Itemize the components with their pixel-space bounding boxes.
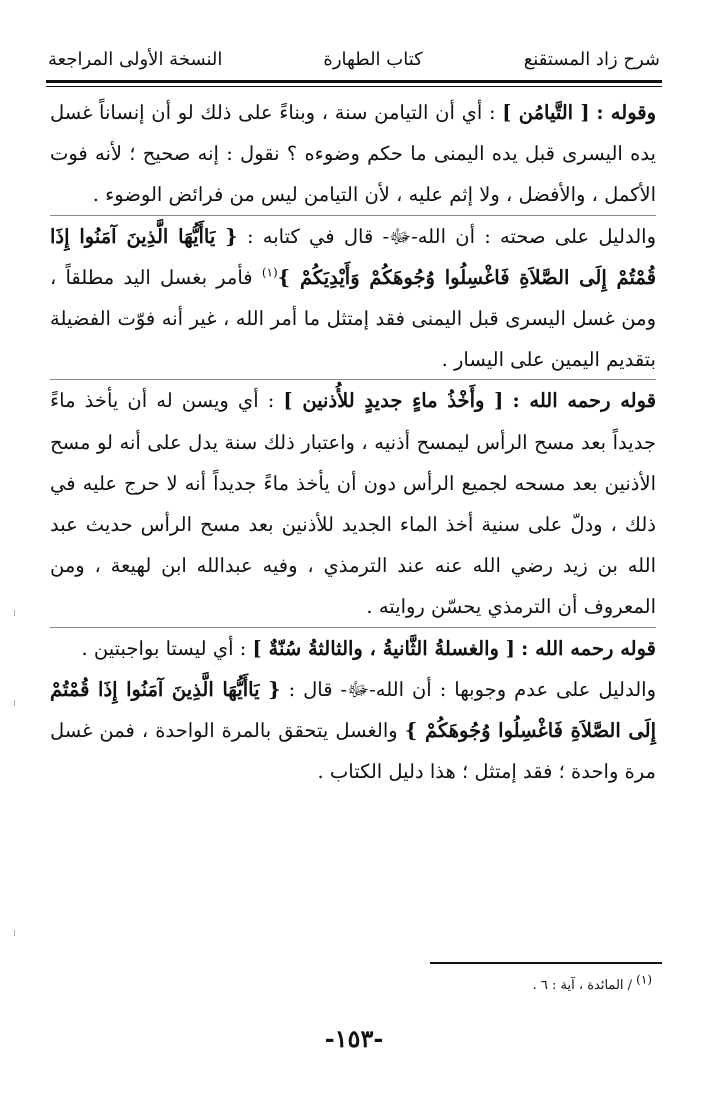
header-edition: النسخة الأولى المراجعة — [48, 48, 223, 70]
paragraph-tayamun — [50, 92, 656, 216]
paragraph-text: والغسل يتحقق بالمرة الواحدة ، فمن غسل مرة واحدة ؛ فقد إمتثل ؛ هذا دليل الكتاب . — [50, 719, 656, 784]
quran-verse: { يَاأَيُّهَا الَّذِينَ آمَنُوا إِذَا قُمْتُمْ إِلَى الصَّلاَةِ فَاغْسِلُوا وُجُوهَكُمْ } — [50, 677, 657, 743]
paragraph-text: : أي أن التيامن سنة ، وبناءً على ذلك لو أن إنساناً غسل يده اليسرى قبل يده اليمنى ما حكم وضوءه ؟ نقول : إنه صحيح ؛ لأنه فوت الأكمل ، والأفضل ، ولا إثم عليه ، لأن التيامن ليس من فرائض الوضوء . — [50, 101, 656, 207]
paragraph-second-third-wash — [50, 627, 656, 669]
scan-edge-mark — [14, 700, 15, 706]
paragraph-text: فأمر بغسل اليد مطلقاً ، ومن غسل اليسرى قبل اليمنى فقد إمتثل ما أمر الله ، غير أنه فوّت الفضيلة بتقديم اليمين على اليسار . — [50, 265, 656, 372]
paragraph-not-obligatory — [50, 669, 656, 793]
page-number: -١٥٣- — [324, 1024, 384, 1053]
heading-lead: قوله رحمه الله : — [521, 636, 656, 660]
paragraph-evidence — [50, 215, 656, 381]
paragraph-text: : أي ليستا بواجبتين . — [81, 636, 247, 660]
footnote-ref: (١) — [261, 265, 278, 280]
footnote-rule — [430, 962, 662, 964]
heading-lead: قوله رحمه الله : — [512, 389, 657, 413]
header-rule — [46, 80, 662, 83]
main-text — [50, 92, 656, 792]
footnote-marker: (١) — [636, 972, 652, 987]
heading-lead: وقوله : — [596, 101, 657, 124]
paragraph-text: والدليل على عدم وجوبها : أن الله-ﷻ- قال : — [288, 677, 656, 701]
footnote-text: / المائدة ، آية : ٦ . — [532, 978, 633, 993]
running-header — [48, 42, 660, 76]
header-book-title: شرح زاد المستقنع — [523, 48, 660, 70]
paragraph-ears-water — [50, 379, 656, 627]
quran-verse: { يَاأَيُّهَا الَّذِينَ آمَنُوا إِذَا قُمْتُمْ إِلَى الصَّلاَةِ فَاغْسِلُوا وُجُوهَكُمْ وَأَيْدِيَكُمْ } — [50, 224, 657, 289]
header-rule-thin — [46, 86, 662, 87]
footnote — [532, 972, 652, 993]
paragraph-text: والدليل على صحته : أن الله-ﷻ- قال في كتابه : — [246, 224, 656, 248]
paragraph-text: : أي ويسن له أن يأخذ ماءً جديداً بعد مسح الرأس ليمسح أذنيه ، واعتبار ذلك سنة يدل على أنه لو مسح الأذنين بعد مسحه لجميع الرأس دون أن يأخذ ماءً جديداً أنه لا حرج عليه في ذلك ، ودلّ على سنية أخذ الماء الجديد للأذنين بعد مسح الرأس حديث عبد الله بن زيد رضي الله عنه عند الترمذي ، وفيه عبدالله ابن لهيعة ، ومن المعروف أن الترمذي يحسّن روايته . — [50, 389, 656, 619]
scan-edge-mark — [14, 930, 15, 936]
matn-term: [ والغسلةُ الثَّانيةُ ، والثالثةُ سُنّةٌ ] — [252, 636, 515, 660]
matn-term: [ التَّيامُن ] — [502, 101, 590, 124]
header-chapter: كتاب الطهارة — [323, 48, 423, 70]
matn-term: [ وأَخْذُ ماءٍ جديدٍ للأُذنين ] — [283, 389, 504, 413]
scan-edge-mark — [14, 610, 15, 616]
